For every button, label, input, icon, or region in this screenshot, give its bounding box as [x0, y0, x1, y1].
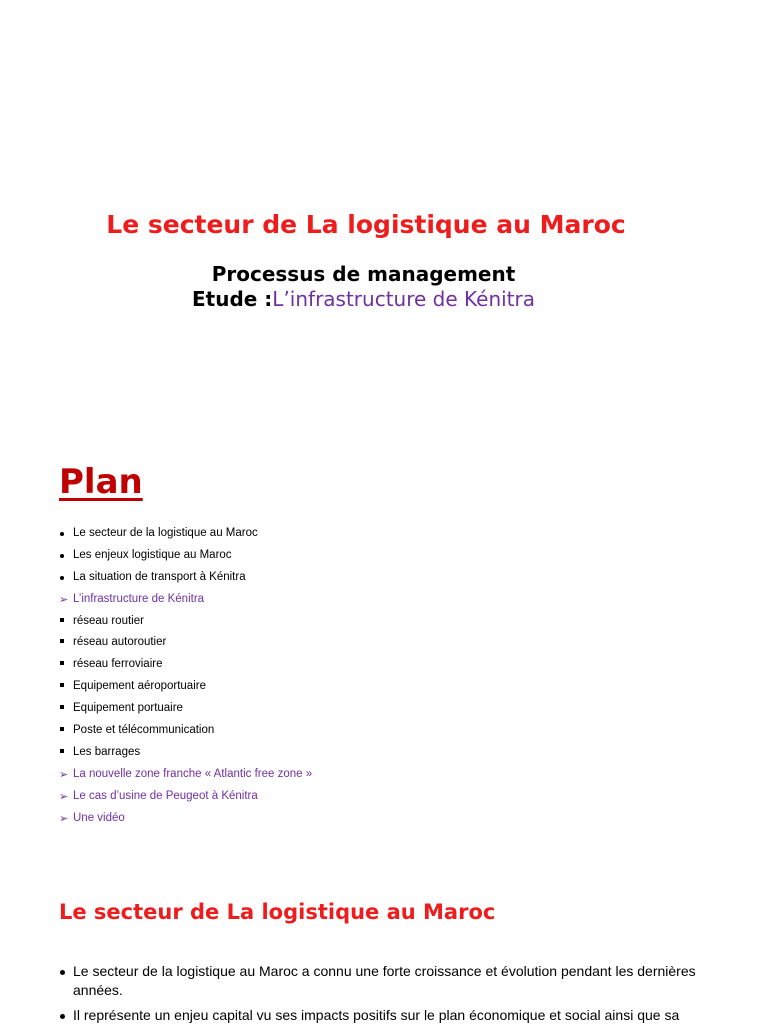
- plan-item-label: réseau autoroutier: [73, 636, 167, 649]
- slide3-title: Le secteur de La logistique au Maroc: [59, 900, 496, 924]
- plan-item: [59, 764, 312, 786]
- arrow-bullet-icon: ➢: [59, 811, 69, 825]
- arrow-bullet-icon: ➢: [59, 767, 69, 781]
- body-bullet: Le secteur de la logistique au Maroc a connu une forte croissance et évolution pendant les dernières années.: [59, 962, 719, 1000]
- slide3-bullets: [59, 962, 719, 1031]
- plan-item: [59, 632, 312, 654]
- plan-item-label: Les enjeux logistique au Maroc: [73, 548, 232, 561]
- subtitle-highlight: L’infrastructure de Kénitra: [272, 287, 536, 311]
- plan-item: [59, 742, 312, 764]
- slide1-title: Le secteur de La logistique au Maroc: [106, 210, 626, 239]
- plan-item-label: La nouvelle zone franche « Atlantic free zone »: [73, 767, 313, 780]
- plan-item: [59, 698, 312, 720]
- plan-item: [59, 567, 312, 589]
- subtitle-line2: [0, 287, 727, 312]
- plan-item-label: Equipement aéroportuaire: [73, 680, 206, 693]
- plan-item-label: réseau routier: [73, 614, 144, 627]
- plan-title: Plan: [59, 462, 143, 502]
- plan-item-label: Le secteur de la logistique au Maroc: [73, 527, 258, 539]
- arrow-bullet-icon: ➢: [59, 789, 69, 803]
- subtitle-prefix: Etude :: [191, 287, 273, 311]
- plan-item: [59, 611, 312, 633]
- plan-item: [59, 545, 312, 567]
- plan-item-label: Le cas d’usine de Peugeot à Kénitra: [73, 789, 258, 802]
- plan-item-label: Poste et télécommunication: [73, 724, 215, 737]
- plan-item: [59, 523, 312, 545]
- subtitle-line1: Processus de management: [211, 262, 516, 286]
- plan-item: [59, 676, 312, 698]
- plan-item-label: La situation de transport à Kénitra: [73, 570, 246, 583]
- slide1-subtitle: [0, 262, 727, 312]
- plan-item: [59, 786, 312, 808]
- plan-item: [59, 720, 312, 742]
- plan-item: [59, 808, 312, 830]
- plan-item-label: Une vidéo: [73, 811, 125, 824]
- plan-item: [59, 589, 312, 611]
- plan-item: [59, 654, 312, 676]
- plan-list: [59, 523, 312, 829]
- plan-item-label: réseau ferroviaire: [73, 658, 163, 671]
- arrow-bullet-icon: ➢: [59, 592, 69, 606]
- plan-item-label: L’infrastructure de Kénitra: [73, 592, 205, 605]
- plan-item-label: Les barrages: [73, 745, 141, 758]
- body-bullet: Il représente un enjeu capital vu ses impacts positifs sur le plan économique et social ainsi que sa: [59, 1006, 719, 1025]
- plan-item-label: Equipement portuaire: [73, 702, 183, 715]
